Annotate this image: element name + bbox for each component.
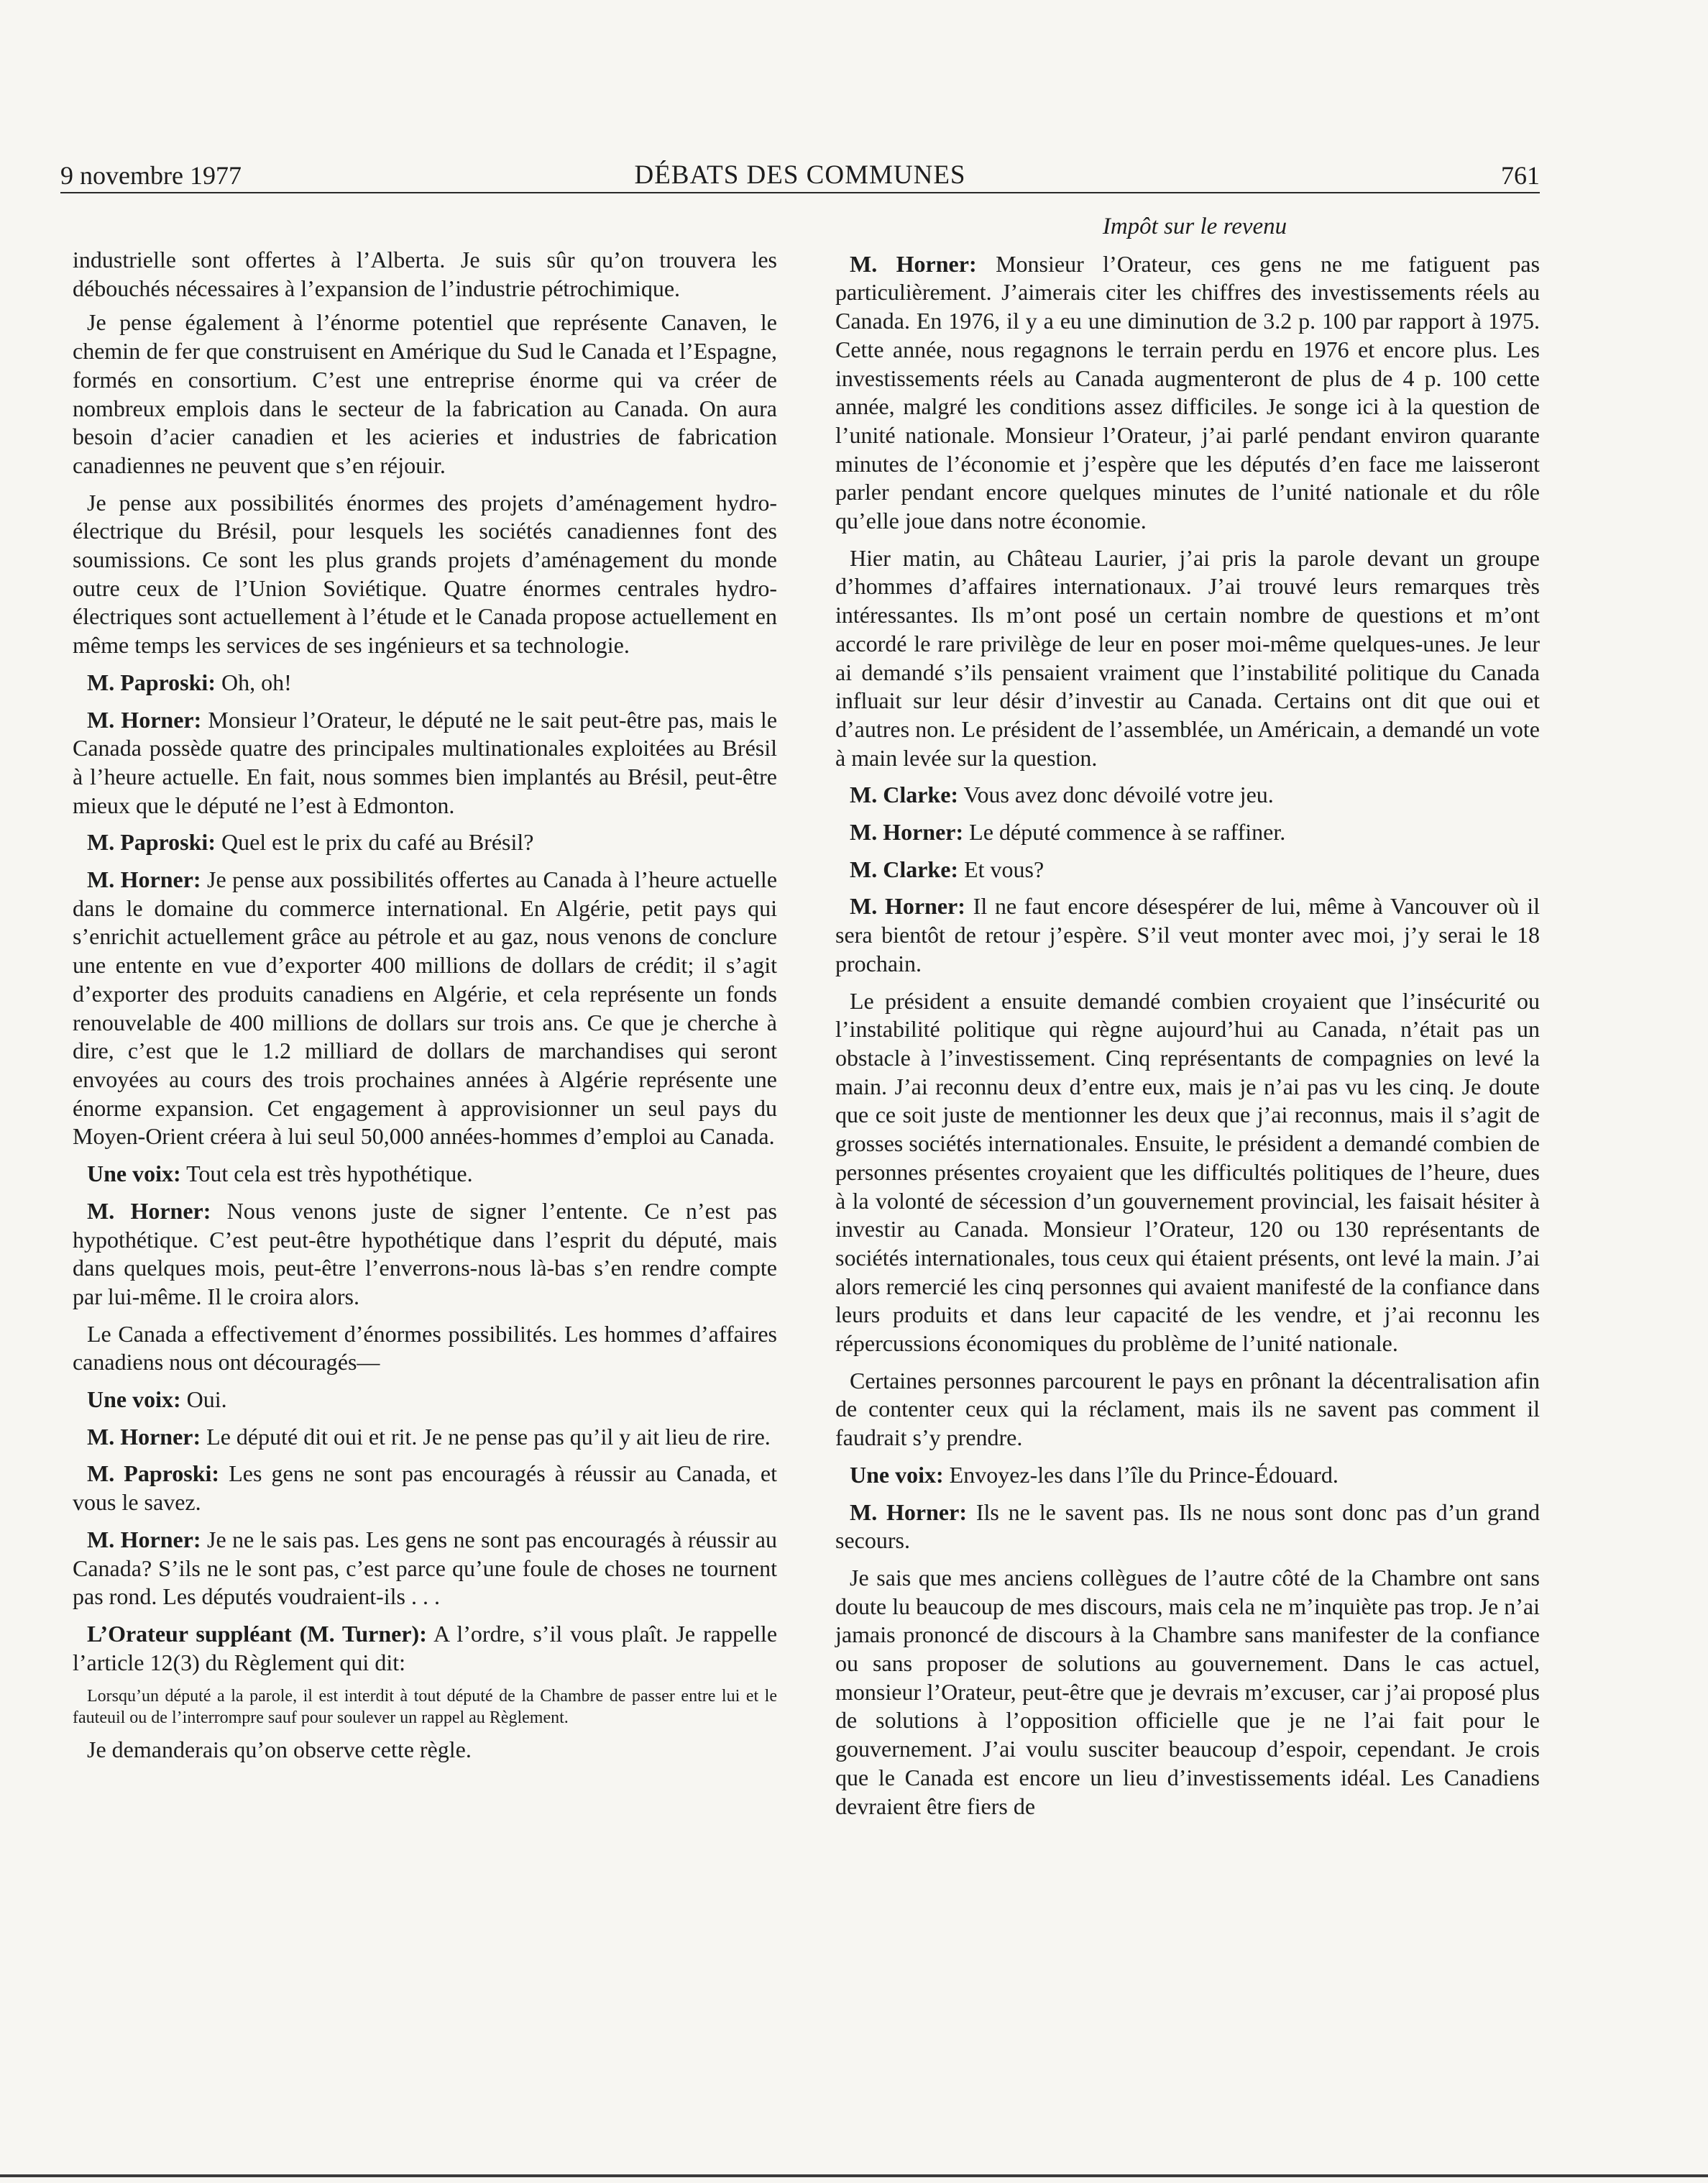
text-paragraph	[73, 246, 777, 303]
paragraph-text: Vous avez donc dévoilé votre jeu.	[963, 782, 1274, 808]
paragraph-text: A l’ordre, s’il vous plaît. Je rappelle l’article 12(3) du Règlement qui dit:	[73, 1620, 778, 1675]
speaker-name: M. Paproski:	[87, 829, 216, 856]
header-page-number: 761	[1501, 161, 1540, 190]
speech-paragraph	[73, 866, 777, 1151]
speaker-name: M. Horner:	[87, 1197, 211, 1224]
paragraph-text: Tout cela est très hypothétique.	[186, 1161, 473, 1187]
speech-paragraph	[73, 1160, 777, 1189]
speech-paragraph	[835, 892, 1540, 978]
speech-paragraph	[835, 856, 1540, 884]
left-column	[73, 246, 777, 1773]
header-date: 9 novembre 1977	[60, 161, 242, 190]
running-title: Impôt sur le revenu	[1102, 214, 1287, 239]
text-paragraph	[835, 1564, 1540, 1821]
speech-paragraph	[835, 818, 1540, 847]
speech-paragraph	[73, 1620, 777, 1677]
paragraph-text: Hier matin, au Château Laurier, j’ai pris la parole devant un groupe d’hommes d’affaires internationaux. J’ai trouvé leurs remarques très intéressantes. Ils m’ont posé un certain nombre de questions et m’ont accordé le rare privilège de leur en poser moi-même quelques-unes. Je leur ai demandé s’ils pensaient vraiment que l’instabilité politique du Canada influait sur leur désir d’investir au Canada. Certains ont dit que oui et d’autres non. Le président de l’assemblée, un Américain, a demandé un vote à main levée sur la question.	[835, 544, 1540, 771]
speaker-name: Une voix:	[87, 1161, 181, 1187]
paragraph-text: Le député dit oui et rit. Je ne pense pas qu’il y ait lieu de rire.	[206, 1423, 771, 1450]
right-column	[835, 213, 1540, 1821]
scan-edge	[0, 2174, 1708, 2177]
speech-paragraph	[73, 1197, 777, 1312]
speech-paragraph	[73, 1526, 777, 1611]
speaker-name: M. Horner:	[87, 1526, 201, 1552]
header-journal-title: DÉBATS DES COMMUNES	[634, 160, 966, 190]
speaker-name: Une voix:	[850, 1461, 944, 1488]
paragraph-text: Nous venons juste de signer l’entente. Ce n’est pas hypothétique. C’est peut-être hypothétique dans l’esprit du député, mais dans quelques mois, peut-être l’enverrons-nous là-bas s’en rendre compte par lui-même. Il le croira alors.	[73, 1197, 778, 1309]
speech-paragraph	[835, 250, 1540, 536]
speaker-name: M. Horner:	[87, 1423, 201, 1450]
text-paragraph	[73, 489, 777, 660]
paragraph-text: Le député commence à se raffiner.	[969, 819, 1286, 846]
paragraph-text: Je pense aux possibilités énormes des projets d’aménagement hydro-électrique du Brésil, pour lesquels les sociétés canadiennes font des soumissions. Ce sont les plus grands projets d’aménagement du monde outre ceux de l’Union Soviétique. Quatre énormes centrales hydro-électriques sont actuellement à l’étude et le Canada propose actuellement en même temps les services de ses ingénieurs et sa technologie.	[73, 489, 777, 659]
rule-quote	[73, 1685, 777, 1729]
paragraph-text: Il ne faut encore désespérer de lui, même à Vancouver où il sera bientôt de retour j’espère. S’il veut monter avec moi, j’y serai le 18 prochain.	[835, 893, 1541, 976]
speaker-name: L’Orateur suppléant (M. Turner):	[87, 1620, 427, 1647]
paragraph-text: Ils ne le savent pas. Ils ne nous sont donc pas d’un grand secours.	[835, 1498, 1541, 1554]
speaker-name: M. Horner:	[850, 893, 965, 920]
speech-paragraph	[73, 828, 777, 857]
paragraph-text: Les gens ne sont pas encouragés à réussir au Canada, et vous le savez.	[73, 1460, 778, 1516]
speaker-name: M. Horner:	[87, 706, 202, 733]
speaker-name: M. Horner:	[850, 1498, 967, 1525]
paragraph-text: Monsieur l’Orateur, le député ne le sait peut-être pas, mais le Canada possède quatre des principales multinationales exploitées au Brésil à l’heure actuelle. En fait, nous sommes bien implantés au Brésil, peut-être mieux que le député ne l’est à Edmonton.	[73, 706, 778, 818]
text-paragraph	[835, 987, 1540, 1358]
paragraph-text: Oui.	[186, 1386, 227, 1413]
speech-paragraph	[73, 1460, 777, 1516]
speech-paragraph	[73, 669, 777, 697]
paragraph-text: Oh, oh!	[221, 669, 292, 695]
speech-paragraph	[835, 1498, 1540, 1555]
text-paragraph	[835, 1367, 1540, 1452]
speaker-name: M. Paproski:	[87, 669, 216, 695]
header-rule	[60, 192, 1540, 193]
paragraph-text: Monsieur l’Orateur, ces gens ne me fatiguent pas particulièrement. J’aimerais citer les chiffres des investissements réels au Canada. En 1976, il y a eu une diminution de 3.2 p. 100 par rapport à 1975. Cette année, nous regagnons le terrain perdu en 1976 et encore plus. Les investissements réels au Canada augmenteront de plus de 4 p. 100 cette année, malgré les conditions assez difficiles. Je songe ici à la question de l’unité nationale. Monsieur l’Orateur, j’ai parlé pendant environ quarante minutes de l’économie et j’espère que les députés d’en face me laisseront parler pendant encore quelques minutes de l’unité nationale et du rôle qu’elle joue dans notre économie.	[835, 250, 1541, 534]
paragraph-text: industrielle sont offertes à l’Alberta. Je suis sûr qu’on trouvera les débouchés nécessaires à l’expansion de l’industrie pétrochimique.	[73, 247, 777, 301]
paragraph-text: Et vous?	[964, 856, 1044, 882]
speaker-name: M. Clarke:	[850, 856, 959, 882]
speaker-name: M. Horner:	[87, 866, 201, 893]
speech-paragraph	[835, 781, 1540, 810]
speaker-name: M. Clarke:	[850, 782, 959, 808]
paragraph-text: Quel est le prix du café au Brésil?	[221, 829, 534, 856]
speech-paragraph	[73, 706, 777, 820]
speaker-name: Une voix:	[87, 1386, 181, 1413]
speech-paragraph	[73, 1423, 777, 1452]
paragraph-text: Certaines personnes parcourent le pays en prônant la décentralisation afin de contenter ceux qui la réclament, mais ils ne savent pas comment il faudrait s’y prendre.	[835, 1367, 1540, 1451]
paragraph-text: Je ne le sais pas. Les gens ne sont pas encouragés à réussir au Canada? S’ils ne le sont pas, c’est parce qu’une foule de choses ne tournent pas rond. Les députés voudraient-ils . . .	[73, 1526, 778, 1610]
speaker-name: M. Paproski:	[87, 1460, 220, 1487]
text-paragraph	[73, 1320, 777, 1377]
paragraph-text: Je pense aux possibilités offertes au Canada à l’heure actuelle dans le domaine du commerce international. En Algérie, petit pays qui s’enrichit actuellement grâce au pétrole et au gaz, nous venons de conclure une entente en vue d’exporter 400 millions de dollars de crédit; il s’agit d’exporter des produits canadiens en Algérie, et cela représente un fonds renouvelable de 400 millions de dollars sur trois ans. Ce que je cherche à dire, c’est que le 1.2 milliard de dollars de marchandises qui seront envoyées au cours des trois prochaines années à Algérie représente une énorme expansion. Cet engagement à approvisionner un seul pays du Moyen-Orient créera à lui seul 50,000 années-hommes d’emploi au Canada.	[73, 866, 778, 1150]
paragraph-text: Le président a ensuite demandé combien croyaient que l’insécurité ou l’instabilité politique qui règne aujourd’hui au Canada, n’était pas un obstacle à l’investissement. Cinq représentants de compagnies on levé la main. J’ai reconnu deux d’entre eux, mais je n’ai pas vu les cinq. Je doute que ce soit juste de mentionner les deux que j’ai reconnus, mais il s’agit de grosses sociétés internationales. Ensuite, le président a demandé combien de personnes présentes croyaient que les difficultés politiques de l’heure, dues à la volonté de sécession d’un gouvernement provincial, les faisait hésiter à investir au Canada. Monsieur l’Orateur, 120 ou 130 représentants de sociétés internationales, tous ceux qui étaient présents, ont levé la main. J’ai alors remercié les cinq personnes qui avaient manifesté de la confiance dans leurs produits et dans leur capacité de les vendre, et j’ai reconnu les répercussions économiques du problème de l’unité nationale.	[835, 987, 1540, 1357]
paragraph-text: Lorsqu’un député a la parole, il est interdit à tout député de la Chambre de passer entre lui et le fauteuil ou de l’interrompre sauf pour soulever un rappel au Règlement.	[73, 1687, 777, 1728]
text-paragraph	[73, 1736, 777, 1765]
paragraph-text: Je sais que mes anciens collègues de l’autre côté de la Chambre ont sans doute lu beaucoup de mes discours, mais cela ne m’inquiète pas trop. Je n’ai jamais prononcé de discours à la Chambre sans manifester de la confiance ou sans proposer de solutions au gouvernement. Dans le cas actuel, monsieur l’Orateur, peut-être que je devrais m’excuser, car j’ai proposé plus de solutions à l’opposition officielle que je ne l’ai fait pour le gouvernement. J’ai voulu susciter beaucoup d’espoir, cependant. Je crois que le Canada est encore un lieu d’investissements idéal. Les Canadiens devraient être fiers de	[835, 1564, 1540, 1819]
speech-paragraph	[835, 1461, 1540, 1490]
text-paragraph	[73, 308, 777, 480]
speech-paragraph	[73, 1386, 777, 1414]
page-header	[60, 160, 1540, 200]
speaker-name: M. Horner:	[850, 250, 977, 277]
paragraph-text: Je pense également à l’énorme potentiel que représente Canaven, le chemin de fer que construisent en Amérique du Sud le Canada et l’Espagne, formés en consortium. C’est une entreprise énorme qui va créer de nombreux emplois dans le secteur de la fabrication au Canada. On aura besoin d’acier canadien et les acieries et industries de fabrication canadiennes ne peuvent que s’en réjouir.	[73, 309, 777, 478]
text-paragraph	[835, 544, 1540, 773]
paragraph-text: Le Canada a effectivement d’énormes possibilités. Les hommes d’affaires canadiens nous ont découragés—	[73, 1320, 777, 1376]
paragraph-text: Envoyez-les dans l’île du Prince-Édouard.	[949, 1461, 1339, 1488]
speaker-name: M. Horner:	[850, 819, 964, 846]
paragraph-text: Je demanderais qu’on observe cette règle.	[87, 1736, 472, 1763]
